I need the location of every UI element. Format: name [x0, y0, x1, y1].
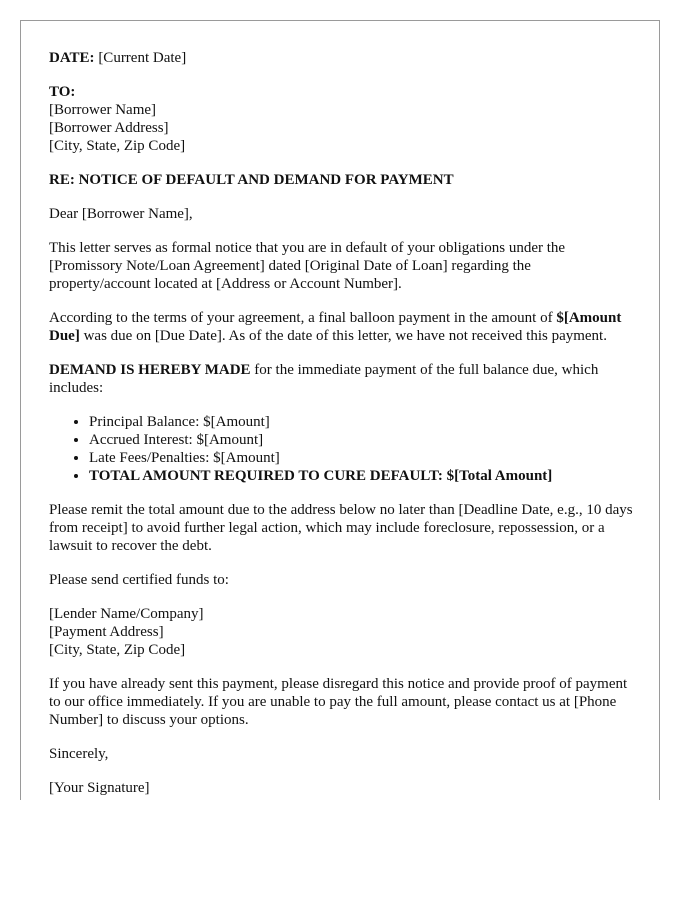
recipient-address: [Borrower Address] [49, 120, 169, 136]
lender-name: [Lender Name/Company] [49, 606, 204, 622]
lender-block [49, 605, 633, 659]
amount-due: $[Amount Due] [49, 310, 622, 344]
paragraph-remit: Please remit the total amount due to the address below no later than [Deadline Date, e.g., 10 days from receipt] to avoid further legal action, which may include foreclosure, repossession, or a lawsuit to recover the debt. [49, 502, 633, 554]
recipient-name: [Borrower Name] [49, 102, 157, 118]
recipient-block [49, 83, 633, 155]
to-label: TO: [49, 84, 76, 100]
date-label: DATE: [49, 50, 95, 66]
balance-list [49, 413, 633, 485]
closing: Sincerely, [49, 746, 109, 762]
paragraph-demand: DEMAND IS HEREBY MADE for the immediate payment of the full balance due, which includes: [49, 362, 599, 396]
paragraph-already-paid: If you have already sent this payment, please disregard this notice and provide proof of payment to our office immediately. If you are unable to pay the full amount, please contact us at [Phone Number] to discuss your options. [49, 676, 628, 728]
date-line [49, 49, 633, 67]
salutation: Dear [Borrower Name], [49, 206, 193, 222]
lender-address: [Payment Address] [49, 624, 164, 640]
demand-heading: DEMAND IS HEREBY MADE [49, 362, 251, 378]
letter-body [49, 49, 633, 800]
subject-line: RE: NOTICE OF DEFAULT AND DEMAND FOR PAYMENT [49, 172, 454, 188]
lender-city: [City, State, Zip Code] [49, 642, 186, 658]
list-item-interest: • Accrued Interest: $[Amount] [89, 431, 633, 449]
letter-page [20, 20, 660, 800]
list-item-late-fees: • Late Fees/Penalties: $[Amount] [89, 449, 633, 467]
paragraph-send-funds: Please send certified funds to: [49, 572, 229, 588]
list-item-total: • TOTAL AMOUNT REQUIRED TO CURE DEFAULT: $[Total Amount] [89, 467, 633, 485]
paragraph-default-notice: This letter serves as formal notice that you are in default of your obligations under the [Promissory Note/Loan Agreement] dated [Original Date of Loan] regarding the property/account located at [Address or Account Number]. [49, 240, 566, 292]
paragraph-balloon-payment: According to the terms of your agreement, a final balloon payment in the amount of $[Amount Due] was due on [Due Date]. As of the date of this letter, we have not received this payment. [49, 310, 622, 344]
list-item-principal: • Principal Balance: $[Amount] [89, 413, 633, 431]
date-value: [Current Date] [98, 50, 187, 66]
recipient-city: [City, State, Zip Code] [49, 138, 186, 154]
signature: [Your Signature] [49, 780, 150, 796]
